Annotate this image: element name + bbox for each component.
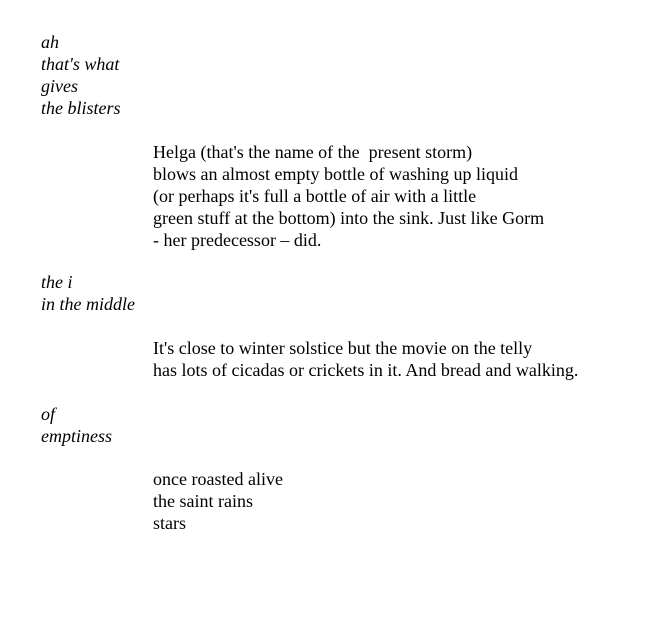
poem-line: that's what: [41, 54, 120, 74]
poem-line: has lots of cicadas or crickets in it. And bread and walking.: [153, 360, 579, 380]
poem-line: once roasted alive: [153, 469, 283, 489]
poem-line: It's close to winter solstice but the movie on the telly: [153, 338, 533, 358]
poem-line: the i: [41, 272, 73, 292]
poem-line: gives: [41, 76, 78, 96]
poem-line: emptiness: [41, 426, 112, 446]
poem-line: blows an almost empty bottle of washing up liquid: [153, 164, 518, 184]
poem-line: of: [41, 404, 56, 424]
poem-line: - her predecessor – did.: [153, 230, 322, 250]
italic-stanza-1: [41, 31, 121, 119]
poem-line: stars: [153, 513, 186, 533]
prose-stanza-2: [153, 337, 578, 381]
poem-line: green stuff at the bottom) into the sink. Just like Gorm: [153, 208, 545, 228]
poem-line: Helga (that's the name of the present storm): [153, 142, 473, 162]
italic-stanza-3: [41, 403, 112, 447]
prose-stanza-3: [153, 468, 283, 534]
poem-line: in the middle: [41, 294, 135, 314]
poem-line: the blisters: [41, 98, 121, 118]
poem-line: ah: [41, 32, 59, 52]
poem-line: (or perhaps it's full a bottle of air with a little: [153, 186, 477, 206]
poem-line: the saint rains: [153, 491, 253, 511]
prose-stanza-1: [153, 141, 544, 251]
italic-stanza-2: [41, 271, 135, 315]
